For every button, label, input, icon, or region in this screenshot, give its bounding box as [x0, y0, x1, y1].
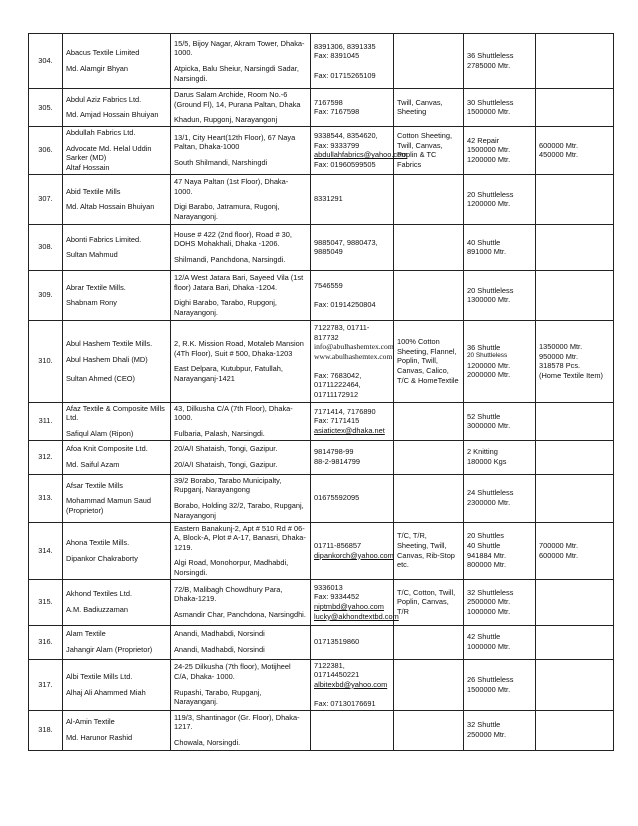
email-link[interactable]: lucky@akhondtextbd.com: [314, 611, 399, 621]
factory-address: Shilmandi, Panchdona, Narsingdi.: [174, 255, 286, 265]
export-cell: [536, 625, 614, 659]
company-name: Abacus Textile Limited: [66, 48, 140, 58]
factory-address: Borabo, Holding 32/2, Tarabo, Rupganj, Narayangonj: [174, 501, 304, 520]
email-link[interactable]: niptmbd@yahoo.com: [314, 602, 384, 612]
contact-person: Md. Altab Hossain Bhuiyan: [66, 202, 155, 212]
capacity-line: 1500000 Mtr.: [467, 684, 511, 694]
export-cell: [536, 270, 614, 320]
export-line: 450000 Mtr.: [539, 150, 579, 160]
capacity-cell: [464, 625, 536, 659]
phone-line: Fax: 01914250804: [314, 300, 376, 310]
export-cell: [536, 34, 614, 89]
office-address: 119/3, Shantinagor (Gr. Floor), Dhaka-1217.: [174, 712, 300, 732]
company-cell: [63, 659, 171, 710]
company-name: Akhond Textiles Ltd.: [66, 589, 133, 599]
company-cell: [63, 224, 171, 270]
address-cell: [171, 522, 311, 579]
phone-line: Fax: 07130176691: [314, 698, 376, 708]
address-cell: [171, 659, 311, 710]
office-address: 72/B, Malibagh Chowdhury Para, Dhaka-1219.: [174, 584, 283, 604]
factory-address: East Delpara, Kutubpur, Fatullah, Narayanganj-1421: [174, 364, 283, 383]
products-cell: [394, 402, 464, 440]
company-cell: [63, 522, 171, 579]
capacity-line: 20 Shuttles: [467, 531, 504, 541]
row-number: 307.: [29, 174, 63, 224]
contact-person: A.M. Badiuzzaman: [66, 605, 129, 615]
office-address: Eastern Banakunj-2, Apt # 510 Rd # 06-A, Block-A, Plot # A-17, Banasri, Dhaka-1219.: [174, 523, 306, 552]
factory-address: Dighi Barabo, Tarabo, Rupgonj, Narayangonj.: [174, 298, 277, 317]
office-address: Darus Salam Archide, Room No.-6 (Ground Fl), 14, Purana Paltan, Dhaka: [174, 90, 301, 109]
export-line: 950000 Mtr.: [539, 351, 579, 361]
table-row: [29, 224, 614, 270]
office-address: Anandi, Madhabdi, Norsindi: [174, 629, 265, 639]
phone-line: 88-2-9814799: [314, 457, 361, 467]
company-cell: [63, 126, 171, 174]
export-cell: [536, 522, 614, 579]
office-address: 20/A/I Shataish, Tongi, Gazipur.: [174, 444, 278, 454]
contact-cell: [311, 402, 394, 440]
company-name: Abdullah Fabrics Ltd.: [66, 128, 136, 138]
contact-cell: [311, 625, 394, 659]
products-cell: T/C, T/R, Sheeting, Twill, Canvas, Rib-Stop etc.: [394, 522, 464, 579]
row-number: 318.: [29, 710, 63, 750]
capacity-line: 2785000 Mtr.: [467, 61, 511, 70]
export-cell: [536, 174, 614, 224]
address-cell: [171, 174, 311, 224]
export-line: (Home Textile Item): [539, 370, 603, 380]
address-cell: [171, 270, 311, 320]
office-address: 47 Naya Paltan (1st Floor), Dhaka- 1000.: [174, 177, 289, 196]
phone-line: 7171414, 7176890: [314, 406, 376, 416]
phone-line: Fax: 01960599505: [314, 159, 376, 169]
address-cell: [171, 579, 311, 625]
factory-address: Asmandir Char, Panchdona, Narsingdhi.: [174, 609, 306, 619]
export-line: 600000 Mtr.: [539, 140, 579, 150]
export-line: 318578 Pcs.: [539, 361, 581, 371]
table-row: [29, 659, 614, 710]
office-address: 39/2 Borabo, Tarabo Municipalty, Rupganj, Narayangong: [174, 475, 282, 495]
contact-person: Abul Hashem Dhali (MD) Sultan Ahmed (CEO): [66, 354, 148, 383]
company-cell: [63, 579, 171, 625]
company-name: Afaz Textile & Composite Mills Ltd.: [66, 403, 165, 423]
export-cell: [536, 710, 614, 750]
capacity-line: 941884 Mtr.: [467, 550, 507, 560]
row-number: 315.: [29, 579, 63, 625]
capacity-line: 2 Knitting: [467, 447, 498, 457]
export-line: 600000 Mtr.: [539, 550, 579, 560]
table-row: [29, 89, 614, 127]
row-number: 313.: [29, 474, 63, 522]
products-cell: [394, 710, 464, 750]
address-cell: [171, 440, 311, 474]
phone-line: Fax: 8391045: [314, 51, 360, 61]
phone-line: Fax: 7167598: [314, 107, 360, 117]
table-row: [29, 710, 614, 750]
products-cell: [394, 224, 464, 270]
export-cell: [536, 659, 614, 710]
table-row: [29, 440, 614, 474]
address-cell: [171, 126, 311, 174]
export-cell: [536, 402, 614, 440]
contact-person: Md. Saiful Azam: [66, 460, 120, 470]
company-name: Abonti Fabrics Limited.: [66, 234, 142, 244]
company-name: Afsar Textile Mills: [66, 480, 123, 490]
contact-person: Advocate Md. Helal Uddin Sarker (MD) Altaf Hossain: [66, 143, 152, 172]
capacity-line: 3000000 Mtr.: [467, 421, 511, 431]
capacity-line: 250000 Mtr.: [467, 730, 507, 739]
phone-line: 7122783, 01711-817732: [314, 322, 370, 342]
phone-line: 01711172912: [314, 390, 359, 400]
table-row: [29, 474, 614, 522]
contact-cell: [311, 34, 394, 89]
factory-address: 20/A/I Shataish, Tongi, Gazipur.: [174, 460, 278, 470]
company-name: Afoa Knit Composite Ltd.: [66, 444, 148, 454]
capacity-line: 1000000 Mtr.: [467, 606, 511, 616]
phone-line: [314, 361, 390, 371]
address-cell: [171, 224, 311, 270]
factory-address: Digi Barabo, Jatramura, Rugonj, Narayangonj.: [174, 202, 280, 221]
export-line: 1350000 Mtr.: [539, 342, 583, 352]
row-number: 316.: [29, 625, 63, 659]
capacity-line: 40 Shuttle: [467, 237, 501, 247]
phone-line: Fax: 9334452: [314, 592, 360, 602]
export-line: 700000 Mtr.: [539, 540, 579, 550]
phone-line: 9814798-99: [314, 447, 354, 457]
contact-person: Jahangir Alam (Proprietor): [66, 645, 153, 655]
capacity-line: 42 Repair: [467, 135, 500, 145]
row-number: 311.: [29, 402, 63, 440]
table-row: [29, 320, 614, 402]
phone-line: 8331291: [314, 194, 343, 204]
capacity-cell: [464, 34, 536, 89]
capacity-line: 52 Shuttle: [467, 411, 501, 421]
contact-person: Md. Alamgir Bhyan: [66, 64, 129, 73]
office-address: 15/5, Bijoy Nagar, Akram Tower, Dhaka-1000.: [174, 38, 305, 58]
office-address: 2, R.K. Mission Road, Motaleb Mansion (4Th Floor), Suit # 500, Dhaka-1203: [174, 339, 304, 358]
company-name: Abdul Aziz Fabrics Ltd.: [66, 94, 142, 104]
phone-line: Fax: 9333799: [314, 140, 360, 150]
table-row: [29, 34, 614, 89]
contact-cell: [311, 89, 394, 127]
products-cell: 100% Cotton Sheeting, Flannel, Poplin, Twill, Canvas, Calico, T/C & HomeTextile: [394, 320, 464, 402]
company-cell: [63, 710, 171, 750]
table-row: [29, 174, 614, 224]
capacity-line: 1200000 Mtr.: [467, 199, 511, 209]
products-cell: Twill, Canvas, Sheeting: [394, 89, 464, 127]
row-number: 310.: [29, 320, 63, 402]
capacity-line: 26 Shuttleless: [467, 674, 514, 684]
row-number: 308.: [29, 224, 63, 270]
capacity-line: 2500000 Mtr.: [467, 597, 511, 607]
capacity-line: 36 Shuttleless: [467, 51, 514, 61]
capacity-cell: [464, 710, 536, 750]
capacity-cell: [464, 579, 536, 625]
products-cell: [394, 474, 464, 522]
row-number: 304.: [29, 34, 63, 89]
contact-person: Alhaj Ali Ahammed Miah: [66, 687, 146, 697]
row-number: 309.: [29, 270, 63, 320]
contact-person: Md. Harunor Rashid: [66, 733, 133, 742]
company-cell: [63, 320, 171, 402]
capacity-cell: [464, 174, 536, 224]
row-number: 305.: [29, 89, 63, 127]
company-name: Abrar Textile Mills.: [66, 282, 126, 292]
company-cell: [63, 270, 171, 320]
contact-cell: [311, 320, 394, 402]
phone-line: Fax: 7171415: [314, 416, 360, 426]
address-cell: [171, 320, 311, 402]
table-row: [29, 270, 614, 320]
email-link[interactable]: asiatictex@dhaka.net: [314, 425, 385, 435]
phone-line: 7122381, 01714450221: [314, 660, 360, 680]
contact-person: Sultan Mahmud: [66, 250, 118, 260]
company-name: Abul Hashem Textile Mills.: [66, 339, 153, 349]
factory-address: Chowala, Norsingdi.: [174, 737, 241, 747]
export-cell: [536, 126, 614, 174]
factory-address: Fulbaria, Palash, Narsingdi.: [174, 428, 265, 438]
capacity-line: 40 Shuttle: [467, 540, 501, 550]
table-row: [29, 522, 614, 579]
office-address: 24-25 Dilkusha (7th floor), Motijheel C/A, Dhaka- 1000.: [174, 662, 291, 681]
capacity-line: 2000000 Mtr.: [467, 370, 511, 380]
phone-line: Fax: 01715265109: [314, 70, 376, 80]
contact-person: Mohammad Mamun Saud (Proprietor): [66, 496, 152, 515]
contact-person: Dipankor Chakraborty: [66, 553, 138, 563]
phone-line: 01675592095: [314, 493, 360, 503]
factory-address: Anandi, Madhabdi, Norsindi: [174, 645, 265, 655]
capacity-cell: [464, 522, 536, 579]
capacity-line: 1500000 Mtr.: [467, 107, 511, 117]
company-name: Albi Textile Mills Ltd.: [66, 671, 133, 681]
capacity-line: 800000 Mtr.: [467, 560, 507, 570]
capacity-line: 1000000 Mtr.: [467, 642, 511, 652]
table-row: [29, 579, 614, 625]
capacity-cell: [464, 320, 536, 402]
products-cell: [394, 659, 464, 710]
phone-line: 7167598: [314, 97, 343, 107]
capacity-line: 32 Shuttle: [467, 720, 501, 730]
factory-address: South Shilmandi, Narshingdi: [174, 158, 268, 168]
capacity-line: 24 Shuttleless: [467, 488, 514, 498]
company-cell: [63, 174, 171, 224]
products-cell: [394, 625, 464, 659]
office-address: 12/A West Jatara Bari, Sayeed Vila (1st floor) Jatara Bari, Dhaka -1204.: [174, 273, 304, 292]
capacity-cell: [464, 270, 536, 320]
products-cell: Cotton Sheeting, Twill, Canvas, Poplin & TC Fabrics: [394, 126, 464, 174]
table-row: [29, 402, 614, 440]
factory-address: Rupashi, Tarabo, Rupganj, Narayanganj.: [174, 687, 262, 707]
products-cell: [394, 270, 464, 320]
contact-cell: [311, 270, 394, 320]
phone-line: [314, 689, 390, 699]
contact-person: Shabnam Rony: [66, 298, 117, 308]
contact-person: Md. Amjad Hossain Bhuiyan: [66, 110, 159, 120]
phone-line: Fax: 7683042,: [314, 370, 362, 380]
phone-line: 01711222464,: [314, 380, 361, 390]
capacity-line: 2300000 Mtr.: [467, 498, 511, 508]
company-cell: [63, 440, 171, 474]
address-cell: [171, 474, 311, 522]
table-row: [29, 126, 614, 174]
contact-cell: [311, 224, 394, 270]
row-number: 314.: [29, 522, 63, 579]
address-cell: [171, 89, 311, 127]
contact-cell: [311, 474, 394, 522]
export-cell: [536, 579, 614, 625]
capacity-line: 1500000 Mtr.: [467, 145, 511, 155]
capacity-cell: [464, 89, 536, 127]
address-cell: [171, 402, 311, 440]
contact-cell: [311, 522, 394, 579]
phone-line: 01711-856857: [314, 540, 362, 550]
email-link[interactable]: dipankorch@yahoo.com: [314, 550, 394, 560]
capacity-line: 36 Shuttle: [467, 342, 501, 352]
capacity-line: 30 Shuttleless: [467, 97, 514, 107]
company-name: Abid Textile Mills: [66, 186, 121, 196]
contact-cell: [311, 440, 394, 474]
row-number: 317.: [29, 659, 63, 710]
contact-cell: [311, 126, 408, 174]
email-link[interactable]: info@abulhashemtex.com: [314, 342, 394, 352]
company-name: Alam Textile: [66, 629, 106, 639]
contact-cell: [311, 579, 399, 625]
phone-line: 8391306, 8391335: [314, 41, 376, 51]
products-cell: [394, 440, 464, 474]
office-address: House # 422 (2nd floor), Road # 30, DOHS Mohakhali, Dhaka -1206.: [174, 229, 292, 249]
capacity-line: 1200000 Mtr.: [467, 360, 511, 370]
capacity-line: 20 Shuttleless: [467, 352, 508, 360]
capacity-line: 32 Shuttleless: [467, 587, 514, 597]
email-link[interactable]: albitexbd@yahoo.com: [314, 679, 388, 689]
company-cell: [63, 402, 171, 440]
capacity-cell: [464, 474, 536, 522]
capacity-cell: [464, 126, 536, 174]
company-cell: [63, 34, 171, 89]
directory-table: [28, 33, 614, 751]
email-link[interactable]: abdullahfabrics@yahoo.com: [314, 150, 408, 160]
directory-body: [29, 34, 614, 751]
phone-line: [314, 61, 390, 71]
products-cell: [394, 34, 464, 89]
phone-line: 01713519860: [314, 637, 360, 647]
website-link[interactable]: www.abulhashemtex.com: [314, 351, 393, 361]
contact-person: Safiqul Alam (Ripon): [66, 428, 134, 438]
row-number: 312.: [29, 440, 63, 474]
company-cell: [63, 625, 171, 659]
capacity-line: 42 Shuttle: [467, 632, 501, 642]
company-cell: [63, 474, 171, 522]
company-name: Ahona Textile Mills.: [66, 537, 130, 547]
phone-line: 9338544, 8354620,: [314, 131, 378, 141]
row-number: 306.: [29, 126, 63, 174]
office-address: 13/1, City Heart(12th Floor), 67 Naya Paltan, Dhaka-1000: [174, 132, 296, 152]
factory-address: Khadun, Rupgonj, Narayangonj: [174, 115, 278, 125]
capacity-cell: [464, 659, 536, 710]
company-cell: [63, 89, 171, 127]
capacity-line: 180000 Kgs: [467, 457, 507, 467]
factory-address: Atpicka, Balu Sheiur, Narsingdi Sadar, Narsingdi.: [174, 64, 299, 83]
address-cell: [171, 710, 311, 750]
capacity-line: 20 Shuttleless: [467, 189, 514, 199]
products-cell: [394, 174, 464, 224]
capacity-cell: [464, 402, 536, 440]
address-cell: [171, 625, 311, 659]
phone-line: 7546559: [314, 280, 343, 290]
factory-address: Algi Road, Monohorpur, Madhabdi, Norsingdi.: [174, 558, 289, 577]
capacity-line: 1300000 Mtr.: [467, 295, 511, 305]
contact-cell: [311, 174, 394, 224]
address-cell: [171, 34, 311, 89]
phone-line: 9885047, 9880473, 9885049: [314, 237, 378, 257]
export-cell: [536, 474, 614, 522]
contact-cell: [311, 659, 394, 710]
capacity-line: 1200000 Mtr.: [467, 155, 511, 165]
export-cell: [536, 440, 614, 474]
export-cell: [536, 320, 614, 402]
capacity-line: 891000 Mtr.: [467, 247, 507, 257]
products-cell: T/C, Cotton, Twill, Poplin, Canvas, T/R: [394, 579, 464, 625]
company-name: Al-Amin Textile: [66, 717, 115, 727]
export-cell: [536, 224, 614, 270]
phone-line: [314, 290, 390, 300]
capacity-cell: [464, 224, 536, 270]
capacity-line: 20 Shuttleless: [467, 285, 514, 295]
table-row: [29, 625, 614, 659]
export-cell: [536, 89, 614, 127]
capacity-cell: [464, 440, 536, 474]
contact-cell: [311, 710, 394, 750]
office-address: 43, Dilkusha C/A (7th Floor), Dhaka- 1000.: [174, 403, 293, 423]
phone-line: 9336013: [314, 582, 343, 592]
